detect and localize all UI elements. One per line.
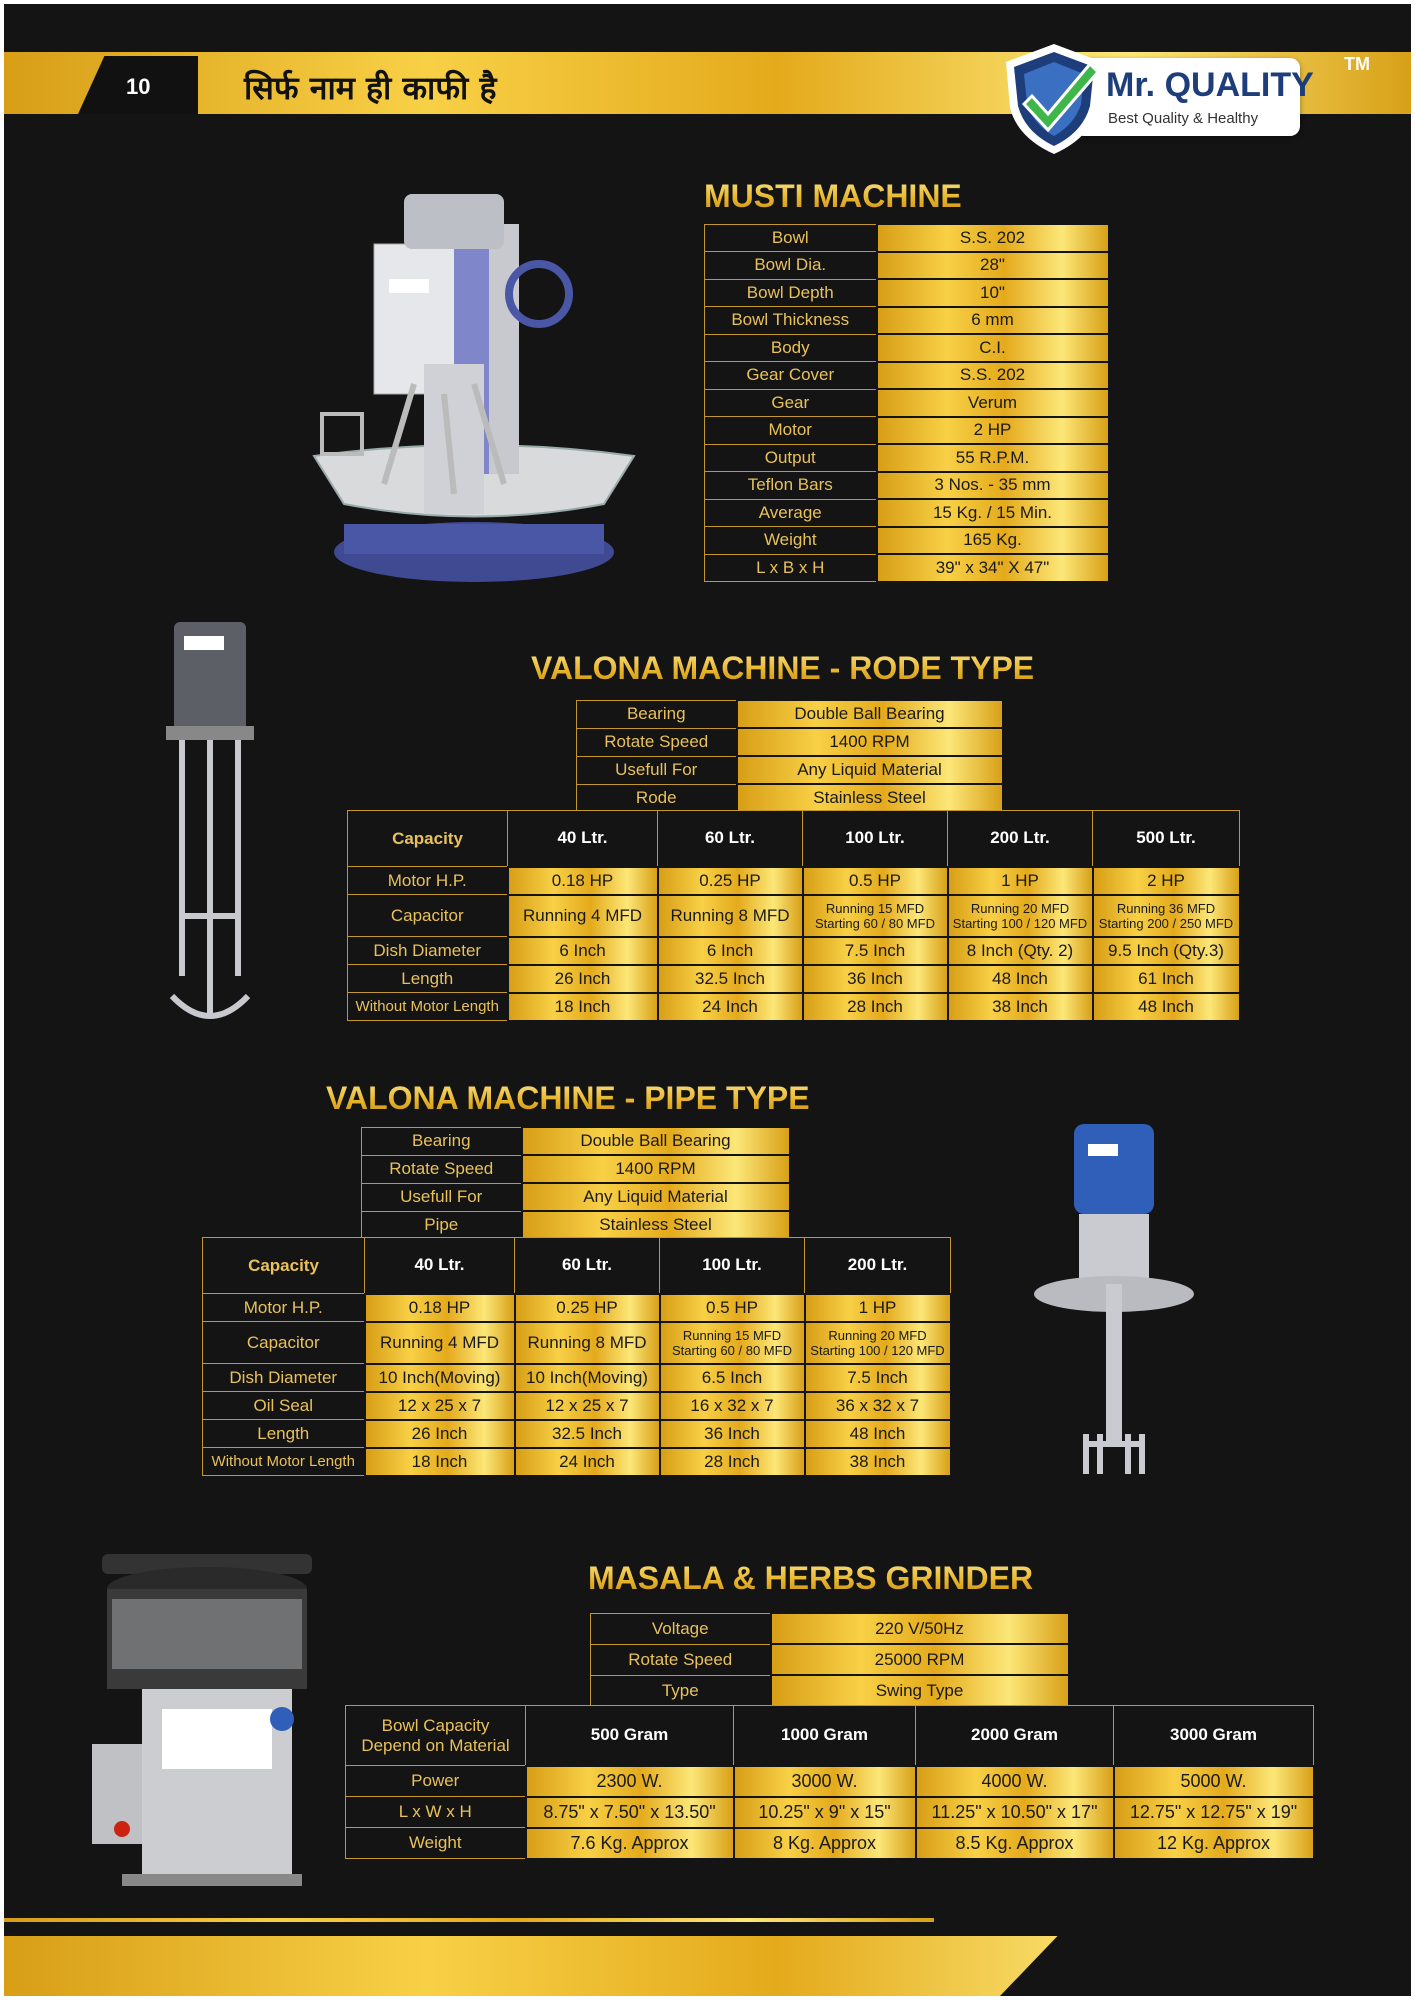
musti-row — [705, 444, 1109, 472]
rode-row-without — [348, 993, 1240, 1021]
rode-capacity-col: 500 Ltr. — [1093, 811, 1240, 867]
pipe-dish-value: 10 Inch(Moving) — [365, 1364, 515, 1392]
rode-length-value: 61 Inch — [1093, 965, 1240, 993]
pipe-without-label: Without Motor Length — [203, 1448, 365, 1476]
pipe-capacitor-cell — [365, 1322, 515, 1364]
grinder-title: MASALA & HERBS GRINDER — [588, 1560, 1034, 1596]
musti-label: Body — [705, 334, 877, 362]
page-number: 10 — [126, 74, 151, 99]
rode-capacitor-running: Running 8 MFD — [670, 905, 790, 925]
musti-row — [705, 307, 1109, 335]
pipe-spec-value: Stainless Steel — [522, 1211, 790, 1239]
pipe-row-capacitor — [203, 1322, 951, 1364]
pipe-motor-value: 0.18 HP — [365, 1294, 515, 1322]
shield-check-icon — [994, 38, 1114, 158]
grinder-capacity-table — [345, 1705, 1315, 1860]
rode-capacitor-running: Running 20 MFD — [970, 900, 1070, 916]
grinder-power-label: Power — [346, 1766, 526, 1797]
musti-row — [705, 389, 1109, 417]
pipe-oil-value: 36 x 32 x 7 — [805, 1392, 951, 1420]
musti-machine-image — [304, 184, 644, 594]
musti-label: Average — [705, 499, 877, 527]
rode-spec-row — [577, 700, 1003, 728]
pipe-motor-label: Motor H.P. — [203, 1294, 365, 1322]
rode-without-value: 18 Inch — [508, 993, 658, 1021]
grinder-row-dims — [346, 1797, 1314, 1828]
grinder-weight-label: Weight — [346, 1828, 526, 1859]
rode-spec-value: Any Liquid Material — [737, 756, 1003, 784]
brand-logo — [994, 38, 1394, 158]
grinder-spec-row — [591, 1613, 1069, 1644]
rode-capacitor-starting: Starting 60 / 80 MFD — [815, 915, 935, 931]
pipe-spec-row — [362, 1183, 790, 1211]
grinder-spec-label: Type — [591, 1675, 771, 1706]
grinder-capacity-col: 2000 Gram — [916, 1706, 1114, 1766]
rode-capacitor-label: Capacitor — [348, 895, 508, 937]
grinder-spec-table — [590, 1612, 1070, 1707]
musti-label: Gear — [705, 389, 877, 417]
grinder-power-value: 4000 W. — [916, 1766, 1114, 1797]
pipe-without-value: 38 Inch — [805, 1448, 951, 1476]
pipe-dish-value: 7.5 Inch — [805, 1364, 951, 1392]
pipe-without-value: 24 Inch — [515, 1448, 660, 1476]
trademark-mark: TM — [1344, 54, 1370, 74]
pipe-spec-value: Double Ball Bearing — [522, 1127, 790, 1155]
musti-value: Verum — [877, 389, 1109, 417]
rode-without-value: 38 Inch — [948, 993, 1093, 1021]
grinder-power-value: 5000 W. — [1114, 1766, 1314, 1797]
grinder-dims-value: 11.25" x 10.50" x 17" — [916, 1797, 1114, 1828]
musti-value: 55 R.P.M. — [877, 444, 1109, 472]
musti-label: Weight — [705, 527, 877, 555]
musti-row — [705, 252, 1109, 280]
rode-capacity-label: Capacity — [348, 811, 508, 867]
pipe-length-value: 48 Inch — [805, 1420, 951, 1448]
pipe-capacity-table — [202, 1237, 952, 1477]
rode-capacitor-cell — [508, 895, 658, 937]
grinder-power-value: 2300 W. — [526, 1766, 734, 1797]
valona-rode-image — [162, 616, 272, 1036]
musti-label: Output — [705, 444, 877, 472]
rode-dish-value: 6 Inch — [658, 937, 803, 965]
pipe-capacitor-starting: Starting 60 / 80 MFD — [672, 1342, 792, 1358]
pipe-capacitor-running: Running 8 MFD — [527, 1332, 647, 1352]
hindi-tagline: सिर्फ नाम ही काफी है — [244, 69, 497, 107]
grinder-dims-value: 12.75" x 12.75" x 19" — [1114, 1797, 1314, 1828]
pipe-row-length — [203, 1420, 951, 1448]
rode-capacitor-running: Running 4 MFD — [522, 905, 643, 925]
musti-row — [705, 334, 1109, 362]
pipe-length-value: 36 Inch — [660, 1420, 805, 1448]
grinder-dims-label: L x W x H — [346, 1797, 526, 1828]
pipe-capacity-col: 200 Ltr. — [805, 1238, 951, 1294]
grinder-weight-value: 12 Kg. Approx — [1114, 1828, 1314, 1859]
rode-capacity-col: 100 Ltr. — [803, 811, 948, 867]
rode-dish-value: 6 Inch — [508, 937, 658, 965]
rode-spec-table — [576, 699, 1004, 813]
musti-label: Bowl Dia. — [705, 252, 877, 280]
grinder-row-weight — [346, 1828, 1314, 1859]
musti-value: 3 Nos. - 35 mm — [877, 472, 1109, 500]
musti-label: L x B x H — [705, 554, 877, 582]
pipe-spec-label: Pipe — [362, 1211, 522, 1239]
musti-spec-table — [704, 223, 1110, 583]
pipe-spec-value: 1400 RPM — [522, 1155, 790, 1183]
pipe-oil-value: 12 x 25 x 7 — [365, 1392, 515, 1420]
grinder-spec-row — [591, 1644, 1069, 1675]
rode-length-value: 36 Inch — [803, 965, 948, 993]
musti-value: 165 Kg. — [877, 527, 1109, 555]
rode-row-capacitor — [348, 895, 1240, 937]
pipe-capacitor-running: Running 15 MFD — [682, 1327, 782, 1343]
pipe-capacitor-starting: Starting 100 / 120 MFD — [810, 1342, 945, 1358]
pipe-capacity-label: Capacity — [203, 1238, 365, 1294]
pipe-spec-table — [361, 1126, 791, 1240]
grinder-spec-row — [591, 1675, 1069, 1706]
rode-motor-value: 0.18 HP — [508, 867, 658, 895]
rode-spec-value: Double Ball Bearing — [737, 700, 1003, 728]
brand-subtitle: Best Quality & Healthy — [1108, 110, 1259, 127]
rode-spec-label: Rode — [577, 784, 737, 812]
pipe-capacitor-label: Capacitor — [203, 1322, 365, 1364]
rode-capacity-col: 200 Ltr. — [948, 811, 1093, 867]
rode-row-dish — [348, 937, 1240, 965]
footer-corner — [1000, 1936, 1411, 1996]
rode-motor-value: 0.5 HP — [803, 867, 948, 895]
musti-row — [705, 362, 1109, 390]
pipe-row-motor — [203, 1294, 951, 1322]
rode-row-motor — [348, 867, 1240, 895]
musti-label: Bowl Depth — [705, 279, 877, 307]
grinder-capacity-col: 1000 Gram — [734, 1706, 916, 1766]
pipe-dish-label: Dish Diameter — [203, 1364, 365, 1392]
grinder-dims-value: 10.25" x 9" x 15" — [734, 1797, 916, 1828]
rode-capacity-table — [347, 810, 1241, 1022]
grinder-spec-label: Voltage — [591, 1613, 771, 1644]
musti-value: 2 HP — [877, 417, 1109, 445]
pipe-spec-row — [362, 1127, 790, 1155]
musti-row — [705, 472, 1109, 500]
grinder-weight-value: 8 Kg. Approx — [734, 1828, 916, 1859]
pipe-row-without — [203, 1448, 951, 1476]
rode-dish-value: 8 Inch (Qty. 2) — [948, 937, 1093, 965]
pipe-capacitor-running: Running 20 MFD — [828, 1327, 927, 1343]
rode-without-value: 48 Inch — [1093, 993, 1240, 1021]
rode-spec-row — [577, 784, 1003, 812]
rode-spec-value: 1400 RPM — [737, 728, 1003, 756]
rode-capacitor-cell — [1093, 895, 1240, 937]
pipe-spec-value: Any Liquid Material — [522, 1183, 790, 1211]
musti-value: C.I. — [877, 334, 1109, 362]
pipe-capacitor-running: Running 4 MFD — [379, 1332, 500, 1352]
rode-capacitor-cell — [948, 895, 1093, 937]
rode-capacity-col: 60 Ltr. — [658, 811, 803, 867]
musti-value: 10" — [877, 279, 1109, 307]
grinder-weight-value: 8.5 Kg. Approx — [916, 1828, 1114, 1859]
footer-rule — [4, 1918, 934, 1922]
pipe-oil-label: Oil Seal — [203, 1392, 365, 1420]
musti-value: 15 Kg. / 15 Min. — [877, 499, 1109, 527]
musti-row — [705, 527, 1109, 555]
musti-value: 28" — [877, 252, 1109, 280]
rode-capacitor-running: Running 36 MFD — [1116, 900, 1216, 916]
rode-motor-label: Motor H.P. — [348, 867, 508, 895]
pipe-motor-value: 0.5 HP — [660, 1294, 805, 1322]
rode-length-label: Length — [348, 965, 508, 993]
musti-label: Motor — [705, 417, 877, 445]
musti-row — [705, 554, 1109, 582]
pipe-oil-value: 12 x 25 x 7 — [515, 1392, 660, 1420]
rode-dish-value: 7.5 Inch — [803, 937, 948, 965]
rode-capacitor-cell — [803, 895, 948, 937]
pipe-spec-label: Usefull For — [362, 1183, 522, 1211]
rode-without-label: Without Motor Length — [348, 993, 508, 1021]
pipe-title: VALONA MACHINE - PIPE TYPE — [326, 1080, 810, 1116]
brand-name: Mr. QUALITY — [1106, 66, 1314, 104]
pipe-without-value: 18 Inch — [365, 1448, 515, 1476]
rode-spec-label: Rotate Speed — [577, 728, 737, 756]
rode-motor-value: 2 HP — [1093, 867, 1240, 895]
pipe-motor-value: 0.25 HP — [515, 1294, 660, 1322]
pipe-capacity-col: 100 Ltr. — [660, 1238, 805, 1294]
rode-title: VALONA MACHINE - RODE TYPE — [531, 650, 1035, 686]
grinder-spec-label: Rotate Speed — [591, 1644, 771, 1675]
rode-motor-value: 1 HP — [948, 867, 1093, 895]
pipe-without-value: 28 Inch — [660, 1448, 805, 1476]
pipe-capacity-col: 60 Ltr. — [515, 1238, 660, 1294]
grinder-header-row — [346, 1706, 1314, 1766]
pipe-spec-label: Rotate Speed — [362, 1155, 522, 1183]
musti-title: MUSTI MACHINE — [704, 178, 962, 214]
rode-dish-label: Dish Diameter — [348, 937, 508, 965]
rode-spec-row — [577, 728, 1003, 756]
pipe-spec-label: Bearing — [362, 1127, 522, 1155]
rode-row-length — [348, 965, 1240, 993]
pipe-length-value: 26 Inch — [365, 1420, 515, 1448]
pipe-capacitor-cell — [515, 1322, 660, 1364]
musti-label: Teflon Bars — [705, 472, 877, 500]
pipe-spec-row — [362, 1211, 790, 1239]
rode-spec-label: Usefull For — [577, 756, 737, 784]
musti-value: 39" x 34" X 47" — [877, 554, 1109, 582]
rode-length-value: 32.5 Inch — [658, 965, 803, 993]
pipe-motor-value: 1 HP — [805, 1294, 951, 1322]
musti-label: Gear Cover — [705, 362, 877, 390]
rode-header-row — [348, 811, 1240, 867]
rode-motor-value: 0.25 HP — [658, 867, 803, 895]
rode-spec-value: Stainless Steel — [737, 784, 1003, 812]
grinder-capacity-line1: Bowl Capacity — [381, 1715, 490, 1735]
valona-pipe-image — [1024, 1114, 1204, 1494]
pipe-row-dish — [203, 1364, 951, 1392]
musti-value: 6 mm — [877, 307, 1109, 335]
grinder-row-power — [346, 1766, 1314, 1797]
catalog-page — [4, 4, 1411, 1996]
musti-row — [705, 279, 1109, 307]
grinder-spec-value: 25000 RPM — [771, 1644, 1069, 1675]
rode-capacitor-starting: Starting 200 / 250 MFD — [1098, 915, 1234, 931]
grinder-capacity-col: 3000 Gram — [1114, 1706, 1314, 1766]
rode-dish-value: 9.5 Inch (Qty.3) — [1093, 937, 1240, 965]
musti-row — [705, 499, 1109, 527]
grinder-weight-value: 7.6 Kg. Approx — [526, 1828, 734, 1859]
grinder-dims-value: 8.75" x 7.50" x 13.50" — [526, 1797, 734, 1828]
pipe-length-value: 32.5 Inch — [515, 1420, 660, 1448]
rode-spec-label: Bearing — [577, 700, 737, 728]
pipe-capacitor-cell — [805, 1322, 951, 1364]
rode-capacitor-running: Running 15 MFD — [825, 900, 925, 916]
pipe-row-oil — [203, 1392, 951, 1420]
musti-value: S.S. 202 — [877, 224, 1109, 252]
musti-label: Bowl — [705, 224, 877, 252]
pipe-length-label: Length — [203, 1420, 365, 1448]
pipe-capacity-col: 40 Ltr. — [365, 1238, 515, 1294]
musti-row — [705, 224, 1109, 252]
rode-length-value: 26 Inch — [508, 965, 658, 993]
rode-length-value: 48 Inch — [948, 965, 1093, 993]
rode-without-value: 24 Inch — [658, 993, 803, 1021]
musti-label: Bowl Thickness — [705, 307, 877, 335]
pipe-capacitor-cell — [660, 1322, 805, 1364]
rode-without-value: 28 Inch — [803, 993, 948, 1021]
pipe-dish-value: 10 Inch(Moving) — [515, 1364, 660, 1392]
pipe-header-row — [203, 1238, 951, 1294]
rode-spec-row — [577, 756, 1003, 784]
pipe-spec-row — [362, 1155, 790, 1183]
rode-capacitor-starting: Starting 100 / 120 MFD — [952, 915, 1088, 931]
grinder-capacity-label — [346, 1706, 526, 1766]
rode-capacitor-cell — [658, 895, 803, 937]
pipe-oil-value: 16 x 32 x 7 — [660, 1392, 805, 1420]
grinder-spec-value: 220 V/50Hz — [771, 1613, 1069, 1644]
grinder-spec-value: Swing Type — [771, 1675, 1069, 1706]
grinder-capacity-line2: Depend on Material — [361, 1735, 510, 1755]
grinder-power-value: 3000 W. — [734, 1766, 916, 1797]
rode-capacity-col: 40 Ltr. — [508, 811, 658, 867]
musti-value: S.S. 202 — [877, 362, 1109, 390]
musti-row — [705, 417, 1109, 445]
grinder-capacity-col: 500 Gram — [526, 1706, 734, 1766]
pipe-dish-value: 6.5 Inch — [660, 1364, 805, 1392]
grinder-image — [82, 1544, 332, 1894]
